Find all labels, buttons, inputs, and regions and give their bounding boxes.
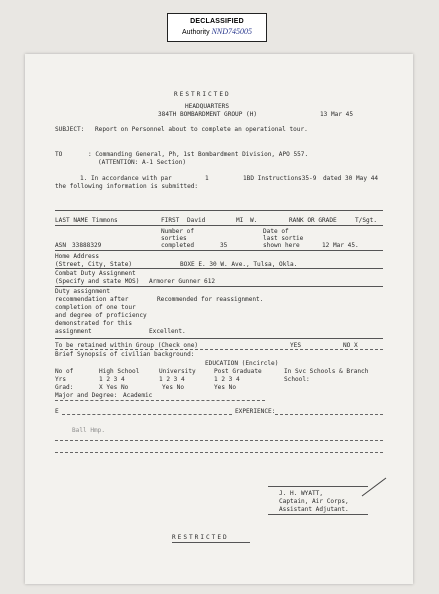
- signature-rule-bottom: [268, 514, 368, 515]
- asn-label: ASN: [55, 242, 67, 249]
- last-sortie-value: 12 Mar 45.: [322, 242, 359, 249]
- service-schools-label: In Svc Schools & Branch: [284, 368, 369, 375]
- first-name-value: David: [187, 217, 206, 224]
- experience-e: E: [55, 408, 59, 415]
- stamp-authority-label: Authority: [181, 29, 210, 36]
- post-graduate-years: 1 2 3 4: [214, 376, 240, 383]
- high-school-label: High School: [99, 368, 140, 375]
- experience-underline-right: [275, 414, 383, 415]
- duty-label-3: completion of one tour: [55, 304, 136, 311]
- sorties-label-1: Number of: [161, 228, 195, 235]
- signature-title: Assistant Adjutant.: [279, 506, 349, 513]
- para1-a: 1. In accordance with par: [80, 175, 172, 182]
- to-label: TO: [55, 151, 63, 158]
- mi-value: W.: [250, 217, 258, 224]
- subject-label: SUBJECT:: [55, 126, 85, 133]
- last-sortie-label-2: last sortie: [263, 235, 304, 242]
- stamp-authority: [168, 27, 266, 36]
- retained-label: To be retained within Group (Check one): [55, 342, 199, 349]
- rank-label: RANK OR GRADE: [289, 217, 337, 224]
- experience-label: EXPERIENCE:: [235, 408, 276, 415]
- para1-par: 1: [205, 175, 209, 182]
- university-label: University: [159, 368, 196, 375]
- university-grad: Yes No: [162, 384, 185, 391]
- duty-label-5: demonstrated for this: [55, 320, 133, 327]
- para1-line2: the following information is submitted:: [55, 183, 199, 190]
- experience-value: Ball Hmp.: [72, 427, 106, 434]
- header-date: 13 Mar 45: [320, 111, 354, 118]
- first-name-label: FIRST: [161, 217, 180, 224]
- stamp-title: DECLASSIFIED: [190, 18, 244, 25]
- duty-recommendation-value: Recommended for reassignment.: [157, 296, 264, 303]
- divider-retained: [55, 349, 383, 350]
- experience-underline-left: [62, 414, 232, 415]
- major-value: Academic: [123, 392, 153, 399]
- home-address-label-1: Home Address: [55, 253, 100, 260]
- last-sortie-label-1: Date of: [263, 228, 289, 235]
- subject-text: Report on Personnel about to complete an operational tour.: [95, 126, 308, 133]
- retained-no: NO X: [343, 342, 358, 349]
- header-org-line1: HEADQUARTERS: [185, 103, 230, 110]
- divider-experience-2: [55, 452, 383, 453]
- duty-label-6: assignment: [55, 328, 92, 335]
- high-school-grad: X Yes No: [99, 384, 129, 391]
- divider-name: [55, 225, 383, 226]
- divider-combat: [55, 286, 383, 287]
- combat-duty-label-2: (Specify and state MOS): [55, 278, 140, 285]
- signature-slash-mark: [360, 476, 388, 498]
- home-address-label-2: (Street, City, State): [55, 261, 133, 268]
- stamp-authority-value: NND745005: [211, 27, 253, 36]
- divider-duty: [55, 338, 383, 339]
- signature-rule-top: [268, 486, 368, 487]
- duty-proficiency-value: Excellent.: [149, 328, 186, 335]
- sorties-value: 35: [220, 242, 228, 249]
- last-sortie-label-3: shown here: [263, 242, 300, 249]
- post-graduate-grad: Yes No: [214, 384, 237, 391]
- document-page: [25, 54, 413, 584]
- rank-value: T/Sgt.: [355, 217, 378, 224]
- sorties-label-2: sorties: [161, 235, 187, 242]
- no-of-label: No of: [55, 368, 74, 375]
- mi-label: MI: [236, 217, 244, 224]
- home-address-value: BOXE E. 30 W. Ave., Tulsa, Okla.: [180, 261, 298, 268]
- divider-home: [55, 268, 383, 269]
- divider-civilian: [55, 400, 265, 401]
- retained-yes: YES: [290, 342, 302, 349]
- combat-duty-label-1: Combat Duty Assignment: [55, 270, 136, 277]
- combat-duty-value: Armorer Gunner 612: [149, 278, 216, 285]
- signature-rank: Captain, Air Corps,: [279, 498, 349, 505]
- major-label: Major and Degree:: [55, 392, 118, 399]
- declassified-stamp: [167, 13, 267, 42]
- university-years: 1 2 3 4: [159, 376, 185, 383]
- signature-name: J. H. WYATT,: [279, 490, 324, 497]
- divider-experience-1: [55, 440, 383, 441]
- footer-classification: RESTRICTED: [172, 534, 229, 541]
- duty-label-2: recommendation after: [55, 296, 129, 303]
- last-name-value: Timmons: [92, 217, 118, 224]
- to-line2: (ATTENTION: A-1 Section): [98, 159, 187, 166]
- divider-asn: [55, 250, 383, 251]
- footer-underline: [172, 542, 250, 543]
- divider-top: [55, 210, 383, 211]
- duty-label-4: and degree of proficiency: [55, 312, 147, 319]
- high-school-years: 1 2 3 4: [99, 376, 125, 383]
- service-schools-school-label: School:: [284, 376, 310, 383]
- para1-c: dated 30 May 44: [323, 175, 379, 182]
- asn-value: 33888329: [72, 242, 102, 249]
- header-classification: RESTRICTED: [174, 91, 231, 98]
- para1-b: 1BD Instructions35-9: [243, 175, 317, 182]
- header-org-line2: 384TH BOMBARDMENT GROUP (H): [158, 111, 258, 118]
- yrs-label: Yrs: [55, 376, 67, 383]
- last-name-label: LAST NAME: [55, 217, 89, 224]
- to-line1: : Commanding General, Ph, 1st Bombardment Division, APO 557.: [88, 151, 309, 158]
- sorties-label-3: completed: [161, 242, 195, 249]
- grad-label: Grad:: [55, 384, 74, 391]
- post-graduate-label: Post Graduate: [214, 368, 262, 375]
- education-heading: EDUCATION (Encircle): [205, 360, 279, 367]
- duty-label-1: Duty assignment: [55, 288, 111, 295]
- civilian-heading: Brief Synopsis of civilian background:: [55, 351, 195, 358]
